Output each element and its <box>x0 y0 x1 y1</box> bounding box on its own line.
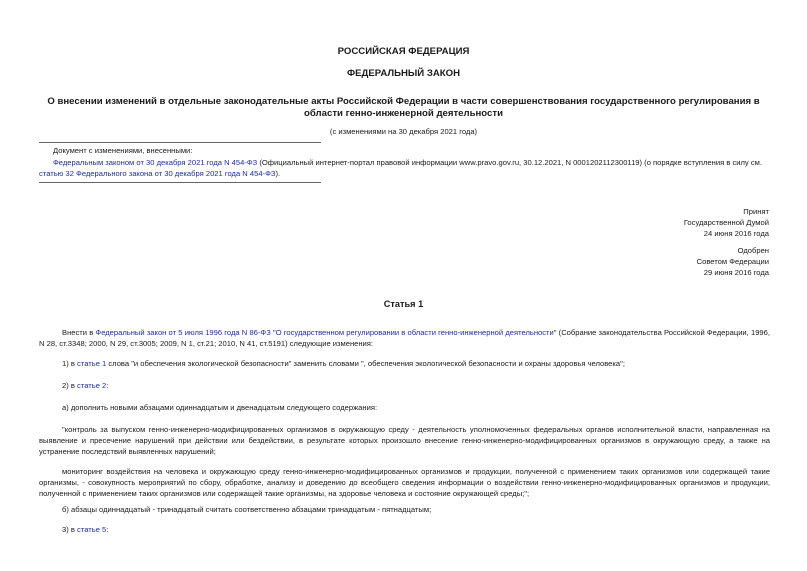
paragraph-item-2a: а) дополнить новыми абзацами одиннадцатым и двенадцатым следующего содержания: <box>62 403 378 412</box>
quote-open: " <box>270 328 276 337</box>
article-32-link[interactable]: статью 32 Федерального закона от 30 декабря 2021 года N 454-ФЗ <box>39 169 276 178</box>
law-86-fz-link[interactable]: Федеральный закон от 5 июля 1996 года N 86-ФЗ <box>95 328 271 337</box>
edition-note: (с изменениями на 30 декабря 2021 года) <box>329 127 478 136</box>
amendments-text <box>39 157 770 179</box>
item-3-start: 3) в <box>62 525 78 534</box>
law-type-heading: ФЕДЕРАЛЬНЫЙ ЗАКОН <box>346 68 461 79</box>
paragraph-item-2b: б) абзацы одиннадцатый - тринадцатый считать соответственно абзацами тринадцатым - пятнадцатым; <box>62 505 432 514</box>
item-2-end: : <box>106 381 109 390</box>
amendments-source: (Официальный интернет-портал правовой информации www.pravo.gov.ru, 30.12.2021, N 0001202112300119) (о порядке вступления в силу см. <box>257 158 762 167</box>
paragraph-monitoring-definition: мониторинг воздействия на человека и окружающую среду генно-инженерно-модифицированных организмов и продукции, полученной с применением таких организмов или содержащей такие организмы, - совокупность мероприятий по сбору, обработке, анализу и доведению до всеобщего сведения информации о воздействии генно-инженерно-модифицированных организмов и продукции, полученной с применением таких организмов или содержащей такие организмы, на здоровье человека и состояние окружающей среды;"; <box>39 467 770 498</box>
paragraph-item-1 <box>39 358 770 369</box>
divider-bottom <box>39 182 321 183</box>
divider-top <box>39 142 321 143</box>
amendments-label: Документ с изменениями, внесенными: <box>53 146 193 155</box>
approval-block <box>697 245 769 278</box>
approval-date: 29 июня 2016 года <box>703 268 769 277</box>
paragraph-item-2 <box>39 380 770 391</box>
item-1-start: 1) в <box>62 359 78 368</box>
paragraph-item-3 <box>39 524 770 535</box>
item-2-start: 2) в <box>62 381 78 390</box>
article-5-link[interactable]: статье 5 <box>77 525 107 534</box>
law-title: О внесении изменений в отдельные законодательные акты Российской Федерации в части совершенствования государственного регулирования в области генно-инженерной деятельности <box>47 96 760 119</box>
amending-law-link[interactable]: Федеральным законом от 30 декабря 2021 года N 454-ФЗ <box>53 158 258 167</box>
adoption-block <box>684 206 769 239</box>
paragraph-control-definition: "контроль за выпуском генно-инженерно-модифицированных организмов в окружающую среду - деятельность уполномоченных федеральных органов исполнительной власти, направленная на выявление и пресечение нарушений при действии или бездействии, в результате которых произошло внесение генно-инженерно-модифицированных организмов в окружающую среду, а также на устранение последствий выявленных нарушений; <box>39 425 770 456</box>
paragraph-intro <box>39 327 770 349</box>
paragraph-intro-start: Внести в <box>62 328 96 337</box>
law-86-fz-title-link[interactable]: О государственном регулировании в области генно-инженерной деятельности <box>275 328 554 337</box>
approval-line-1: Одобрен <box>737 246 769 255</box>
article-2-link[interactable]: статье 2 <box>77 381 107 390</box>
amendments-tail: ). <box>275 169 281 178</box>
paragraph-intro-end: " (Собрание законодательства Российской Федерации, 1996, N 28, ст.3348; 2000, N 29, ст.3005; 2009, N 1, ст.21; 2010, N 41, ст.5191) следующие изменения: <box>39 328 770 348</box>
adoption-line-2: Государственной Думой <box>683 218 769 227</box>
item-3-end: : <box>106 525 109 534</box>
country-heading: РОССИЙСКАЯ ФЕДЕРАЦИЯ <box>337 46 470 57</box>
item-1-end: слова "и обеспечения экологической безопасности" заменить словами ", обеспечения экологической безопасности и охраны здоровья человека"; <box>106 359 625 368</box>
article-1-link[interactable]: статье 1 <box>77 359 107 368</box>
article-heading: Статья 1 <box>383 299 424 309</box>
adoption-line-1: Принят <box>743 207 769 216</box>
adoption-date: 24 июня 2016 года <box>703 229 769 238</box>
approval-line-2: Советом Федерации <box>696 257 769 266</box>
